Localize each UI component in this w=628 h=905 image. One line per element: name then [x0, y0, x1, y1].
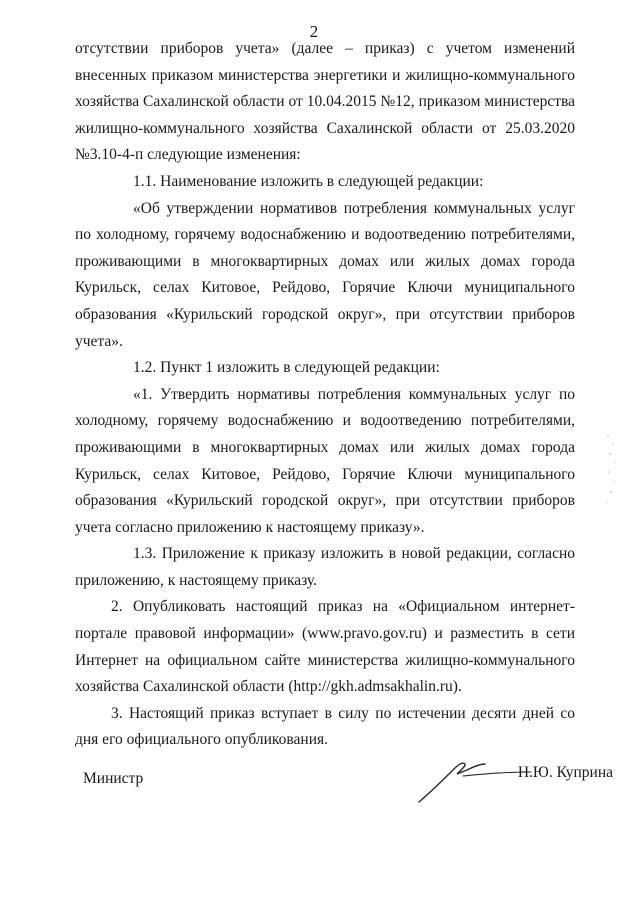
paragraph-3: 3. Настоящий приказ вступает в силу по истечении десяти дней со дня его официального опубликования.: [75, 704, 575, 749]
paragraph-1-3: 1.3. Приложение к приказу изложить в новой редакции, согласно приложению, к настоящему приказу.: [75, 545, 575, 589]
scan-artifact: [604, 430, 620, 510]
signatory-title: Министр: [83, 770, 144, 787]
document-body: [75, 36, 575, 754]
paragraph-intro: отсутствии приборов учета» (далее – приказ) с учетом изменений внесенных приказом министерства энергетики и жилищно-коммунального хозяйства Сахалинской области от 10.04.2015 №12, приказом министерства жилищно-коммунального хозяйства Сахалинской области от 25.03.2020 №3.10-4-п следующие изменения:: [75, 40, 575, 164]
page-number: 2: [309, 22, 319, 41]
signatory-name: Н.Ю. Куприна: [517, 764, 613, 781]
paragraph-1-2-heading: 1.2. Пункт 1 изложить в следующей редакции:: [133, 359, 440, 377]
signature-block: [75, 764, 613, 804]
paragraph-2: 2. Опубликовать настоящий приказ на «Официальном интернет-портале правовой информации» (www.pravo.gov.ru) и разместить в сети Интернет на официальном сайте министерства жилищно-коммунального хозяйства Сахалинской области (http://gkh.admsakhalin.ru).: [75, 598, 575, 696]
paragraph-1-2-text: «1. Утвердить нормативы потребления коммунальных услуг по холодному, горячему водоснабжению и водоотведению потребителями, проживающими в многоквартирных домах или жилых домах города Курильск, селах Китовое, Рейдово, Горячие Ключи муниципального образования «Курильский городской округ», при отсутствии приборов учета согласно приложению к настоящему приказу».: [75, 385, 575, 536]
paragraph-1-1-heading: 1.1. Наименование изложить в следующей редакции:: [133, 172, 484, 190]
paragraph-1-1-text: «Об утверждении нормативов потребления коммунальных услуг по холодному, горячему водоснабжению и водоотведению потребителями, проживающими в многоквартирных домах или жилых домах города Курильск, селах Китовое, Рейдово, Горячие Ключи муниципального образования «Курильский городской округ», при отсутствии приборов учета».: [75, 199, 575, 350]
handwritten-signature-icon: [405, 754, 535, 810]
